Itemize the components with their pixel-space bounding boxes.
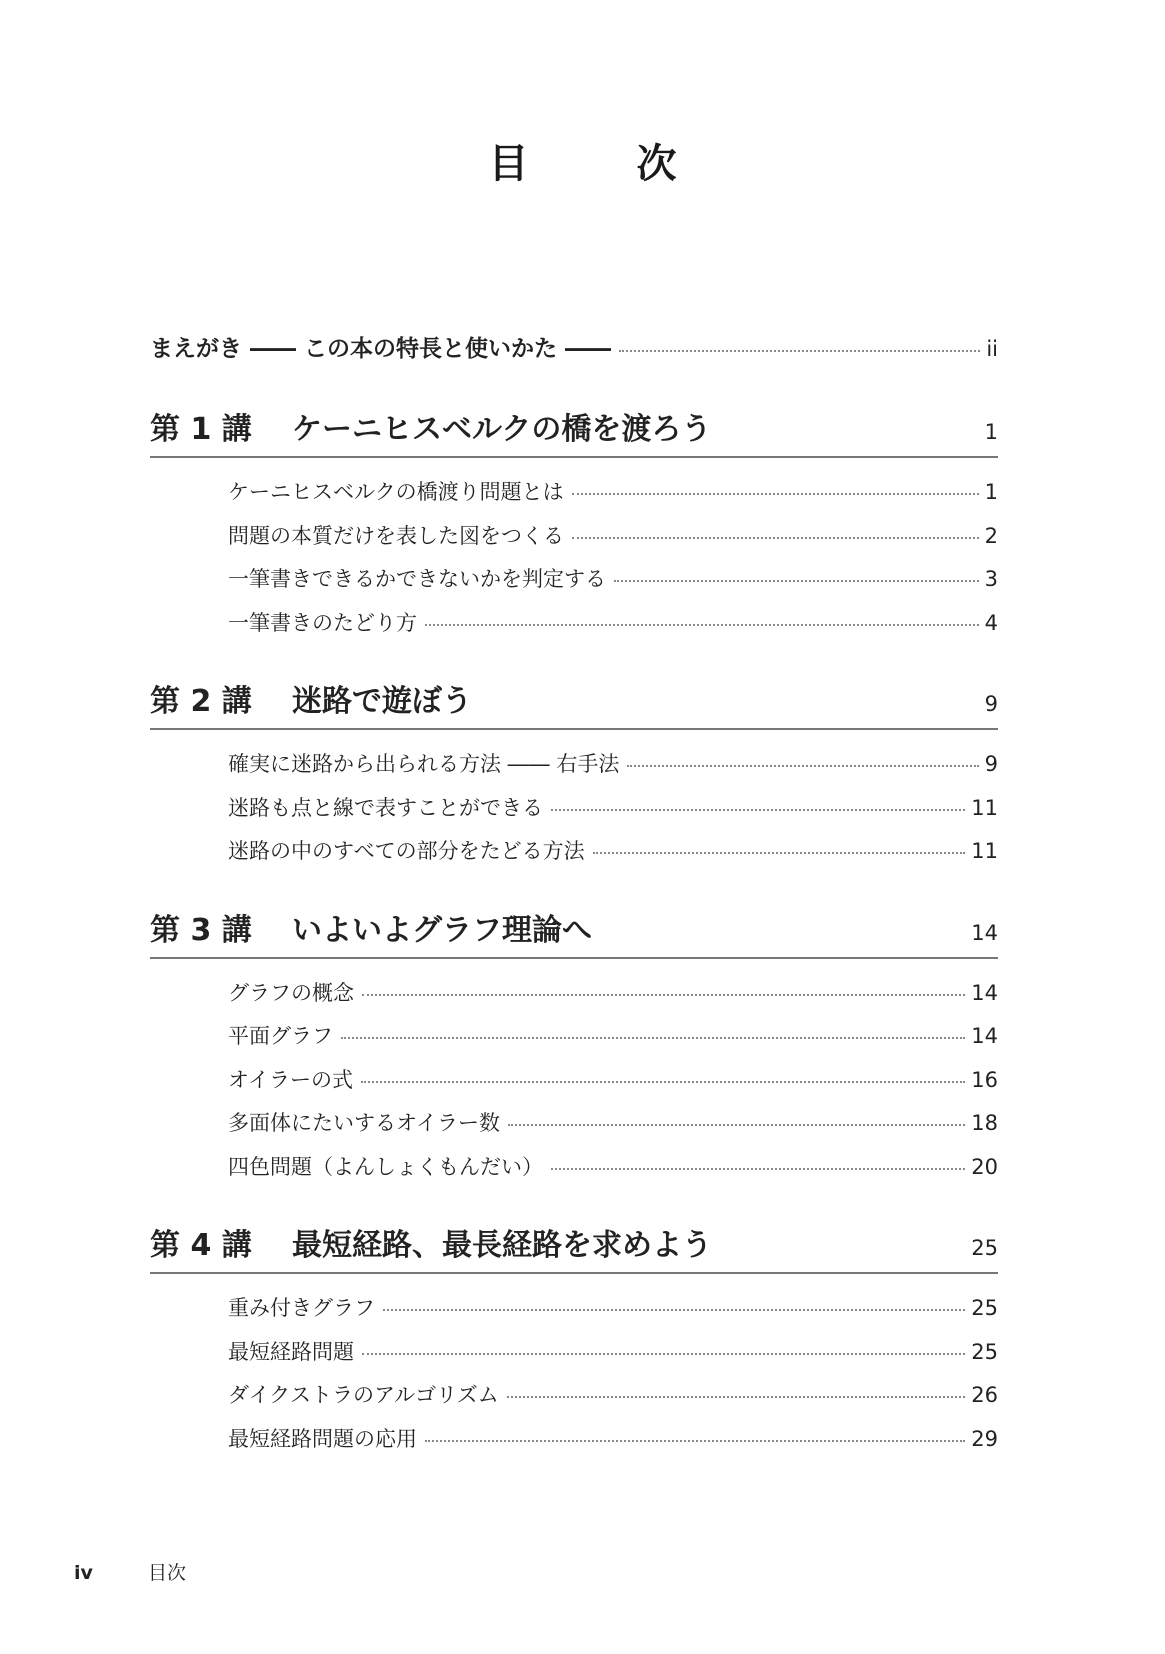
dot-leader [341, 1037, 965, 1039]
section-title: 重み付きグラフ [228, 1296, 375, 1320]
chapter-title: 迷路で遊ぼう [292, 684, 472, 719]
chapter-page-number: 25 [971, 1236, 998, 1260]
section-title: 迷路も点と線で表すことができる [228, 795, 543, 820]
page-folio: iv [74, 1562, 93, 1584]
toc-entry[interactable] [150, 792, 998, 836]
preface-title: まえがき ―― この本の特長と使いかた ―― [150, 336, 612, 362]
toc-entry[interactable] [150, 1151, 998, 1195]
toc-entry[interactable] [150, 1423, 998, 1467]
section-page-number: 9 [984, 752, 998, 776]
section-title: 最短経路問題 [228, 1339, 354, 1364]
chapter-page-number: 1 [984, 420, 998, 444]
dot-leader [551, 1168, 965, 1170]
dot-leader [507, 1396, 966, 1398]
dot-leader [593, 852, 966, 854]
toc-entry[interactable] [150, 1292, 998, 1336]
dot-leader [508, 1124, 965, 1126]
section-page-number: 14 [971, 980, 998, 1005]
section-title: オイラーの式 [228, 1067, 353, 1092]
toc-entry[interactable] [150, 563, 998, 607]
section-page-number: 20 [971, 1154, 998, 1179]
dot-leader [361, 1081, 965, 1083]
dot-leader [572, 537, 979, 539]
section-page-number: 11 [971, 839, 998, 863]
section-title: 迷路の中のすべての部分をたどる方法 [228, 839, 585, 863]
toc-entry[interactable] [150, 1064, 998, 1108]
chapter-heading-2[interactable] [150, 676, 998, 730]
toc-entry[interactable] [150, 748, 998, 792]
preface-page-number: ii [986, 337, 998, 361]
toc-entry[interactable] [150, 607, 998, 651]
section-page-number: 14 [971, 1024, 998, 1048]
chapter-heading-1[interactable] [150, 404, 998, 458]
toc-entry[interactable] [150, 835, 998, 879]
dot-leader [425, 1440, 965, 1442]
chapter-title: いよいよグラフ理論へ [292, 912, 592, 948]
section-page-number: 26 [971, 1383, 998, 1407]
section-page-number: 3 [984, 567, 998, 591]
toc-entry[interactable] [150, 1020, 998, 1064]
dot-leader [425, 624, 979, 626]
section-title: 四色問題（よんしょくもんだい） [228, 1154, 543, 1179]
section-page-number: 18 [971, 1111, 998, 1135]
chapter-title: 最短経路、最長経路を求めよう [292, 1228, 712, 1263]
toc-entry[interactable] [150, 476, 998, 520]
running-title: 目次 [148, 1562, 187, 1584]
dot-leader [362, 994, 965, 996]
chapter-page-number: 9 [984, 692, 998, 716]
section-page-number: 25 [971, 1339, 998, 1364]
table-of-contents [150, 330, 998, 1466]
page-title: 目 次 [488, 141, 711, 187]
chapter-title: ケーニヒスベルクの橋を渡ろう [292, 412, 712, 447]
chapter-number: 第 4 講 [150, 1228, 252, 1263]
section-page-number: 1 [984, 480, 998, 504]
chapter-heading-3[interactable] [150, 905, 998, 959]
toc-entry-preface[interactable] [150, 330, 998, 378]
toc-entry[interactable] [150, 1336, 998, 1380]
dot-leader [627, 765, 978, 767]
section-page-number: 25 [971, 1296, 998, 1320]
dot-leader [362, 1353, 965, 1355]
section-title: 問題の本質だけを表した図をつくる [228, 523, 564, 548]
section-page-number: 2 [984, 523, 998, 548]
toc-entry[interactable] [150, 1379, 998, 1423]
dot-leader [614, 580, 979, 582]
section-page-number: 16 [971, 1067, 998, 1092]
section-title: グラフの概念 [228, 980, 354, 1005]
section-page-number: 11 [971, 795, 998, 820]
chapter-number: 第 3 講 [150, 912, 252, 948]
chapter-heading-4[interactable] [150, 1220, 998, 1274]
dot-leader [619, 350, 980, 352]
section-title: 一筆書きできるかできないかを判定する [228, 567, 606, 591]
section-title: 最短経路問題の応用 [228, 1426, 417, 1451]
chapter-number: 第 1 講 [150, 412, 252, 447]
chapter-number: 第 2 講 [150, 684, 252, 719]
section-title: ケーニヒスベルクの橋渡り問題とは [228, 480, 564, 504]
section-title: 一筆書きのたどり方 [228, 610, 417, 635]
section-title: ダイクストラのアルゴリズム [228, 1383, 499, 1407]
dot-leader [383, 1309, 965, 1311]
toc-entry[interactable] [150, 520, 998, 564]
section-title: 確実に迷路から出られる方法 ―― 右手法 [228, 752, 620, 776]
chapter-page-number: 14 [971, 920, 998, 945]
section-page-number: 29 [971, 1426, 998, 1451]
dot-leader [551, 809, 965, 811]
section-title: 多面体にたいするオイラー数 [228, 1111, 500, 1135]
section-page-number: 4 [984, 610, 998, 635]
section-title: 平面グラフ [228, 1024, 333, 1048]
toc-entry[interactable] [150, 1107, 998, 1151]
page-footer [74, 1558, 186, 1585]
toc-entry[interactable] [150, 977, 998, 1021]
dot-leader [572, 493, 979, 495]
